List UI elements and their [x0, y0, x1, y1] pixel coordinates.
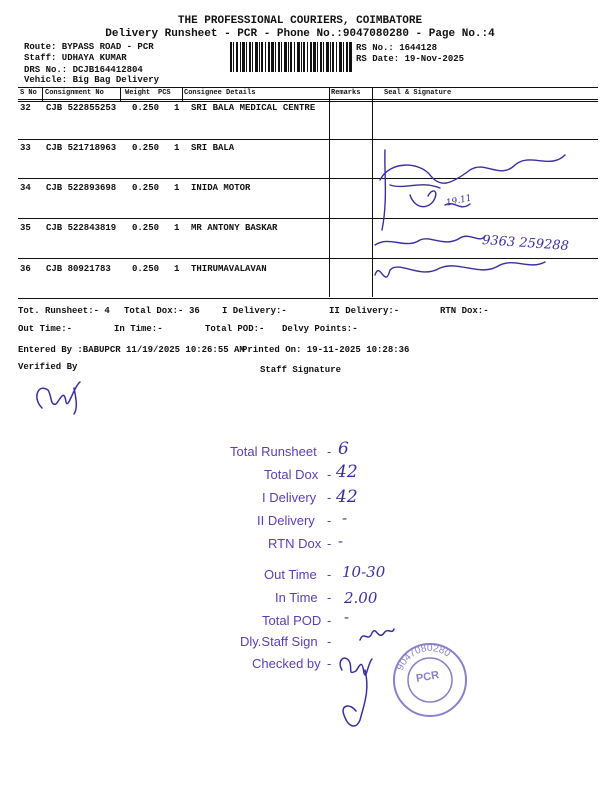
row-sno: 35	[20, 223, 31, 233]
dash: -	[327, 536, 332, 551]
col-pcs: PCS	[158, 89, 171, 97]
row-weight: 0.250	[132, 103, 160, 113]
row-weight: 0.250	[132, 264, 160, 274]
stamp-label-rtn-dox: RTN Dox	[268, 536, 322, 551]
value-total-runsheet: 6	[338, 439, 349, 459]
value-ii-delivery: -	[342, 509, 348, 527]
dash: -	[327, 567, 332, 582]
seal-ring-text: 9047080280	[394, 642, 453, 673]
value-i-delivery: 42	[336, 487, 358, 507]
row-pcs: 1	[174, 264, 180, 274]
row-pcs: 1	[174, 143, 180, 153]
route-label: Route: BYPASS ROAD - PCR	[24, 42, 154, 52]
dash: -	[327, 656, 332, 671]
row-pcs: 1	[174, 103, 180, 113]
row-consignee: THIRUMAVALAVAN	[191, 264, 267, 274]
entered-by: Entered By :BABUPCR 11/19/2025 10:26:55 AM	[18, 345, 245, 355]
row-pcs: 1	[174, 223, 180, 233]
value-total-pod: -	[344, 608, 350, 626]
stamp-label-staff-sign: Dly.Staff Sign	[240, 634, 318, 649]
dash: -	[327, 467, 332, 482]
row-consignee: SRI BALA MEDICAL CENTRE	[191, 103, 316, 113]
rs-number: RS No.: 1644128	[356, 43, 438, 53]
runsheet-subtitle: Delivery Runsheet - PCR - Phone No.:9047080280 - Page No.:4	[105, 28, 495, 40]
dash: -	[327, 444, 332, 459]
col-consignment: Consignment No	[45, 89, 104, 97]
total-dox-label: Total Dox:-	[124, 306, 184, 316]
col-remarks: Remarks	[331, 89, 361, 97]
row-consignment: CJB 80921783	[46, 264, 111, 274]
drs-label: DRS No.: DCJB164412804	[24, 65, 143, 75]
stamp-label-out-time: Out Time	[264, 567, 317, 582]
row-consignment: CJB 521718963	[46, 143, 117, 153]
row-consignment: CJB 522855253	[46, 103, 117, 113]
stamp-label-total-pod: Total POD	[262, 613, 322, 628]
col-weight: Weight	[125, 89, 151, 97]
seal-center-text: PCR	[415, 669, 441, 685]
stamp-label-checked-by: Checked by	[252, 656, 321, 671]
col-sno: S No	[20, 89, 37, 97]
stamp-label-in-time: In Time	[275, 590, 318, 605]
row-sno: 36	[20, 264, 31, 274]
row-sno: 33	[20, 143, 31, 153]
stamp-label-ii-delivery: II Delivery	[257, 513, 315, 528]
staff-label: Staff: UDHAYA KUMAR	[24, 53, 127, 63]
row-consignment: CJB 522843819	[46, 223, 117, 233]
row-weight: 0.250	[132, 143, 160, 153]
verified-by: Verified By	[18, 362, 78, 372]
staff-signature: Staff Signature	[260, 365, 342, 375]
value-rtn-dox: -	[338, 532, 344, 550]
row-sno: 32	[20, 103, 31, 113]
total-dox-value: 36	[189, 306, 200, 316]
handwritten-signatures	[360, 140, 590, 300]
handwritten-phone: 9363 259288	[481, 232, 570, 255]
row-weight: 0.250	[132, 223, 160, 233]
dash: -	[327, 613, 332, 628]
dash: -	[327, 490, 332, 505]
total-pod: Total POD:-	[205, 324, 265, 334]
col-consignee: Consignee Details	[184, 89, 256, 97]
row-consignment: CJB 522893698	[46, 183, 117, 193]
row-weight: 0.250	[132, 183, 160, 193]
rtn-dox: RTN Dox:-	[440, 306, 489, 316]
vehicle-label: Vehicle: Big Bag Delivery	[24, 75, 160, 85]
row-pcs: 1	[174, 183, 180, 193]
delvy-points: Delvy Points:-	[282, 324, 358, 334]
barcode	[230, 42, 352, 72]
in-time: In Time:-	[114, 324, 163, 334]
rs-date: RS Date: 19-Nov-2025	[356, 54, 465, 64]
row-consignee: SRI BALA	[191, 143, 235, 153]
ii-delivery: II Delivery:-	[329, 306, 400, 316]
stamp-label-total-runsheet: Total Runsheet	[230, 444, 317, 459]
stamp-label-total-dox: Total Dox	[264, 467, 319, 482]
out-time: Out Time:-	[18, 324, 73, 334]
col-seal-signature: Seal & Signature	[384, 89, 452, 97]
value-out-time: 10-30	[342, 563, 386, 581]
dash: -	[327, 634, 332, 649]
printed-on: Printed On: 19-11-2025 10:28:36	[242, 345, 410, 355]
row-consignee: MR ANTONY BASKAR	[191, 223, 278, 233]
value-total-dox: 42	[336, 462, 358, 482]
value-in-time: 2.00	[344, 589, 378, 607]
tot-runsheet: Tot. Runsheet:- 4	[18, 306, 110, 316]
verified-signature	[30, 378, 90, 418]
handwritten-date: 19.11	[445, 193, 473, 209]
company-title: THE PROFESSIONAL COURIERS, COIMBATORE	[177, 15, 423, 27]
i-delivery: I Delivery:-	[222, 306, 287, 316]
row-consignee: INIDA MOTOR	[191, 183, 251, 193]
dash: -	[327, 513, 332, 528]
dash: -	[327, 590, 332, 605]
stamp-label-i-delivery: I Delivery	[262, 490, 317, 505]
row-sno: 34	[20, 183, 31, 193]
